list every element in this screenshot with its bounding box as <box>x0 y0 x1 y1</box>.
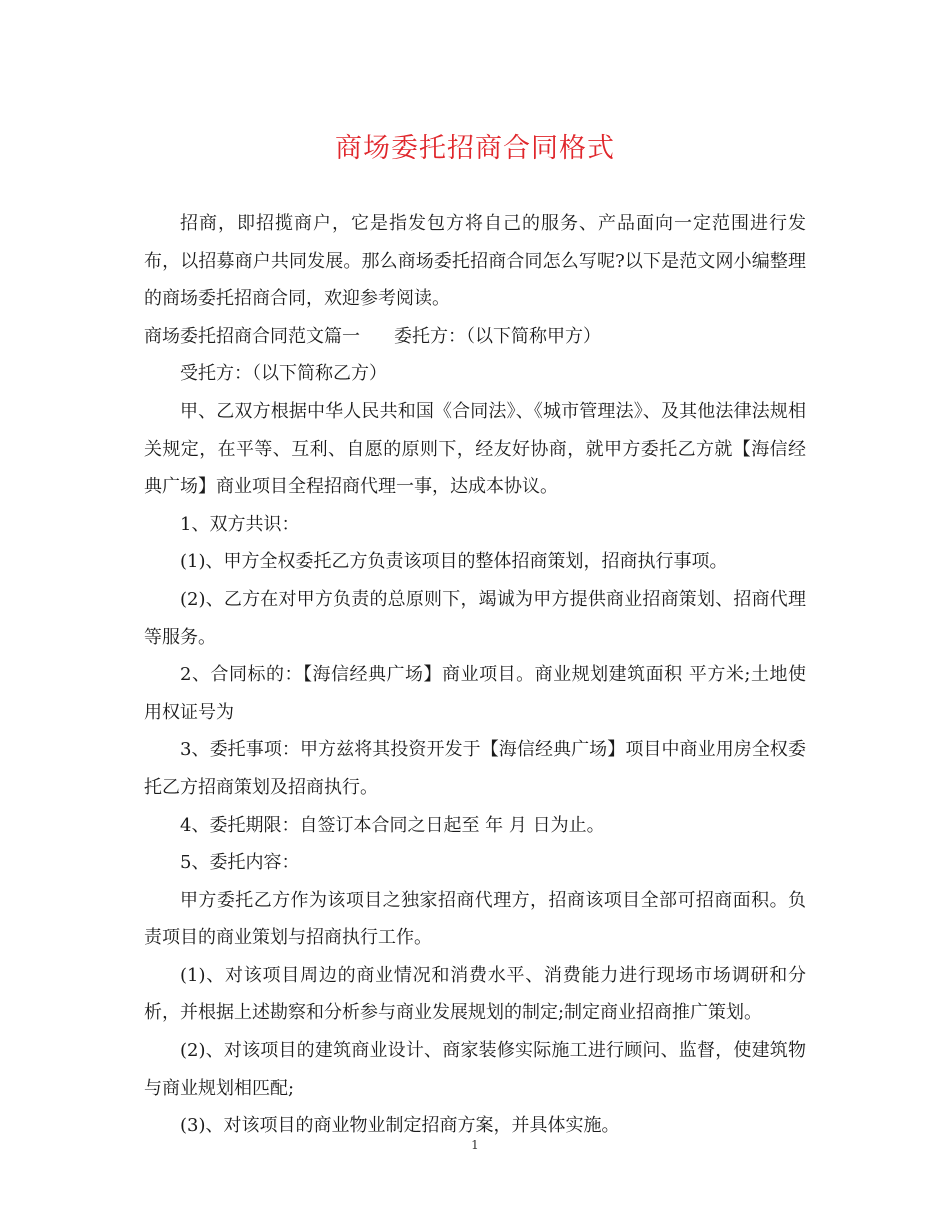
heading-line <box>144 318 806 356</box>
clause-1-item-1: (1)、甲方全权委托乙方负责该项目的整体招商策划，招商执行事项。 <box>180 551 728 573</box>
document-body <box>144 205 806 1145</box>
clause-4: 4、委托期限：自签订本合同之日起至 年 月 日为止。 <box>180 814 605 836</box>
clause-5-item-2: (2)、对该项目的建筑商业设计、商家装修实际施工进行顾问、监督，使建筑物与商业规划相匹配; <box>144 1040 806 1099</box>
clause-5-item-1: (1)、对该项目周边的商业情况和消费水平、消费能力进行现场市场调研和分析，并根据上述勘察和分析参与商业发展规划的制定;制定商业招商推广策划。 <box>144 964 806 1024</box>
section-heading: 商场委托招商合同范文篇一 <box>144 325 360 347</box>
intro-paragraph: 招商，即招揽商户，它是指发包方将自己的服务、产品面向一定范围进行发布，以招募商户共同发展。那么商场委托招商合同怎么写呢?以下是范文网小编整理的商场委托招商合同，欢迎参考阅读。 <box>144 213 806 310</box>
agreement-preamble: 甲、乙双方根据中华人民共和国《合同法》、《城市管理法》、及其他法律法规相关规定，在平等、互利、自愿的原则下，经友好协商，就甲方委托乙方就【海信经典广场】商业项目全程招商代理一事，达成本协议。 <box>144 400 806 498</box>
clause-5-intro: 甲方委托乙方作为该项目之独家招商代理方，招商该项目全部可招商面积。负责项目的商业策划与招商执行工作。 <box>144 889 806 949</box>
clause-1-heading: 1、双方共识： <box>180 513 300 535</box>
contractor-party-line: 受托方：（以下简称乙方） <box>180 363 387 385</box>
clause-2: 2、合同标的：【海信经典广场】商业项目。商业规划建筑面积 平方米;土地使用权证号为 <box>144 664 806 723</box>
page-number: 1 <box>471 1138 479 1152</box>
client-party-line: 委托方：（以下简称甲方） <box>394 325 601 347</box>
clause-3: 3、委托事项：甲方兹将其投资开发于【海信经典广场】项目中商业用房全权委托乙方招商策划及招商执行。 <box>144 739 806 798</box>
clause-5-item-3: (3)、对该项目的商业物业制定招商方案，并具体实施。 <box>180 1115 620 1137</box>
document-title: 商场委托招商合同格式 <box>335 133 615 164</box>
clause-5-heading: 5、委托内容： <box>180 852 300 874</box>
clause-1-item-2: (2)、乙方在对甲方负责的总原则下，竭诚为甲方提供商业招商策划、招商代理等服务。 <box>144 588 806 648</box>
